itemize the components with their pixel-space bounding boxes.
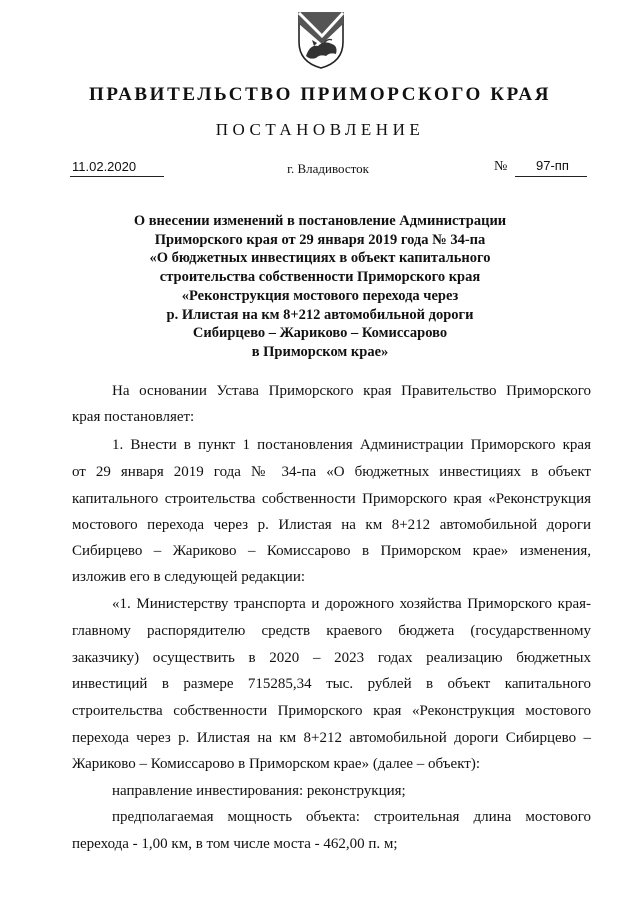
body-line: На основании Устава Приморского края Правительство Приморского bbox=[112, 383, 591, 399]
body-line: главному распорядителю средств краевого бюджета (государственному bbox=[72, 623, 591, 639]
body-line: капитального строительства собственности Приморского края «Реконструкция bbox=[72, 491, 591, 507]
document-heading bbox=[100, 212, 540, 362]
body-line: предполагаемая мощность объекта: строительная длина мостового bbox=[112, 809, 591, 825]
heading-line: «Реконструкция мостового перехода через bbox=[181, 287, 459, 304]
heading-line: строительства собственности Приморского края bbox=[159, 269, 481, 286]
heading-line: Приморского края от 29 января 2019 года № 34-па bbox=[154, 231, 486, 248]
body-line: от 29 января 2019 года № 34-па «О бюджетных инвестициях в объект bbox=[72, 464, 591, 480]
date-underline bbox=[70, 176, 164, 177]
number-underline bbox=[515, 176, 587, 177]
body-line: инвестиций в размере 715285,34 тыс. рублей в объект капитального bbox=[72, 676, 591, 692]
heading-line: О внесении изменений в постановление Администрации bbox=[133, 213, 507, 229]
body-line: заказчику) осуществить в 2020 – 2023 годах реализацию бюджетных bbox=[72, 650, 591, 666]
body-line: края постановляет: bbox=[72, 409, 195, 425]
government-title: ПРАВИТЕЛЬСТВО ПРИМОРСКОГО КРАЯ bbox=[88, 84, 552, 105]
body-line: мостового перехода через р. Илистая на км 8+212 автомобильной дороги bbox=[72, 517, 591, 533]
heading-line: р. Илистая на км 8+212 автомобильной дороги bbox=[166, 306, 474, 323]
body-line: 1. Внести в пункт 1 постановления Администрации Приморского края bbox=[112, 437, 591, 453]
heading-line: в Приморском крае» bbox=[251, 343, 389, 360]
body-line: Жариково – Комиссарово в Приморском крае» (далее – объект): bbox=[72, 756, 481, 772]
body-line: направление инвестирования: реконструкция; bbox=[112, 783, 406, 799]
coat-of-arms-emblem bbox=[294, 10, 348, 70]
body-line: перехода - 1,00 км, в том числе моста - 462,00 п. м; bbox=[72, 836, 398, 852]
document-city: г. Владивосток bbox=[287, 161, 369, 176]
heading-line: Сибирцево – Жариково – Комиссарово bbox=[192, 325, 448, 342]
document-number: 97-пп bbox=[536, 158, 569, 173]
document-type: ПОСТАНОВЛЕНИЕ bbox=[215, 120, 425, 139]
heading-line: «О бюджетных инвестициях в объект капитального bbox=[149, 250, 491, 267]
body-line: строительства собственности Приморского края «Реконструкция мостового bbox=[72, 703, 591, 719]
body-line: «1. Министерству транспорта и дорожного хозяйства Приморского края- bbox=[112, 596, 591, 612]
document-date: 11.02.2020 bbox=[72, 159, 137, 174]
body-line: перехода через р. Илистая на км 8+212 автомобильной дороги Сибирцево – bbox=[72, 730, 591, 746]
number-sign: № bbox=[494, 159, 508, 174]
body-line: изложив его в следующей редакции: bbox=[72, 569, 306, 585]
body-line: Сибирцево – Жариково – Комиссарово в Приморском крае» изменения, bbox=[72, 543, 591, 559]
